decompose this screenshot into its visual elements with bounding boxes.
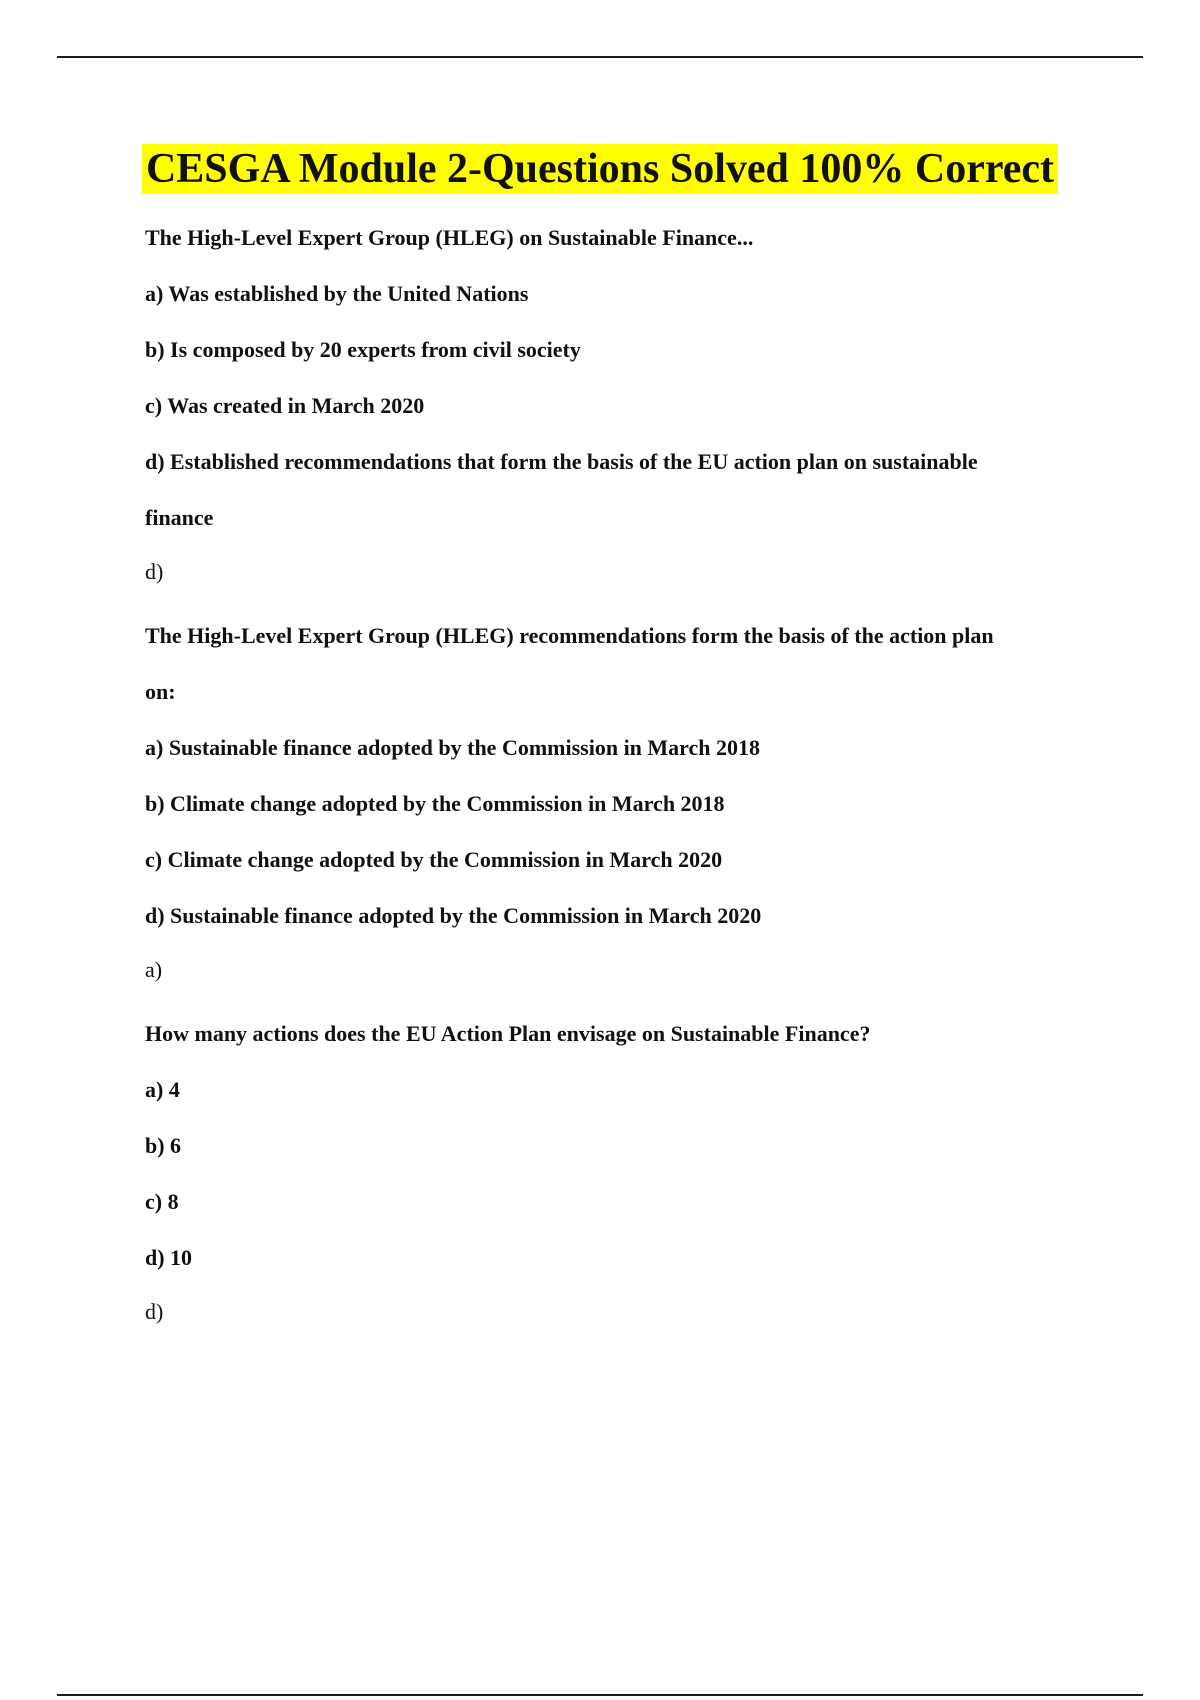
title-container <box>0 144 1200 194</box>
question-1-option-a: a) Was established by the United Nations <box>145 281 529 306</box>
question-1-option-b: b) Is composed by 20 experts from civil society <box>145 337 581 362</box>
question-2-option-c: c) Climate change adopted by the Commission in March 2020 <box>145 847 723 872</box>
question-1-stem: The High-Level Expert Group (HLEG) on Sustainable Finance... <box>145 225 754 250</box>
question-1-option-d: d) Established recommendations that form the basis of the EU action plan on sustainable <box>145 449 978 474</box>
document-title: CESGA Module 2-Questions Solved 100% Correct <box>142 144 1058 194</box>
question-3 <box>145 1006 1095 1326</box>
question-2-stem: The High-Level Expert Group (HLEG) recommendations form the basis of the action plan <box>145 623 994 648</box>
question-2-option-d: d) Sustainable finance adopted by the Commission in March 2020 <box>145 903 762 928</box>
question-1-option-c: c) Was created in March 2020 <box>145 393 425 418</box>
question-3-option-c: c) 8 <box>145 1189 179 1214</box>
question-3-option-a: a) 4 <box>145 1077 180 1102</box>
bottom-rule <box>57 1694 1143 1696</box>
question-3-stem: How many actions does the EU Action Plan envisage on Sustainable Finance? <box>145 1021 871 1046</box>
question-1-answer: d) <box>145 559 164 584</box>
question-2-answer: a) <box>145 957 163 982</box>
question-1-option-d-continued: finance <box>145 505 214 530</box>
top-rule <box>57 56 1143 58</box>
question-2-stem-continued: on: <box>145 679 176 704</box>
question-2 <box>145 608 1095 984</box>
question-2-option-a: a) Sustainable finance adopted by the Commission in March 2018 <box>145 735 761 760</box>
question-2-option-b: b) Climate change adopted by the Commission in March 2018 <box>145 791 725 816</box>
question-3-option-d: d) 10 <box>145 1245 193 1270</box>
question-1 <box>145 210 1095 586</box>
question-3-answer: d) <box>145 1299 164 1324</box>
questions-content <box>145 210 1095 1348</box>
question-3-option-b: b) 6 <box>145 1133 182 1158</box>
